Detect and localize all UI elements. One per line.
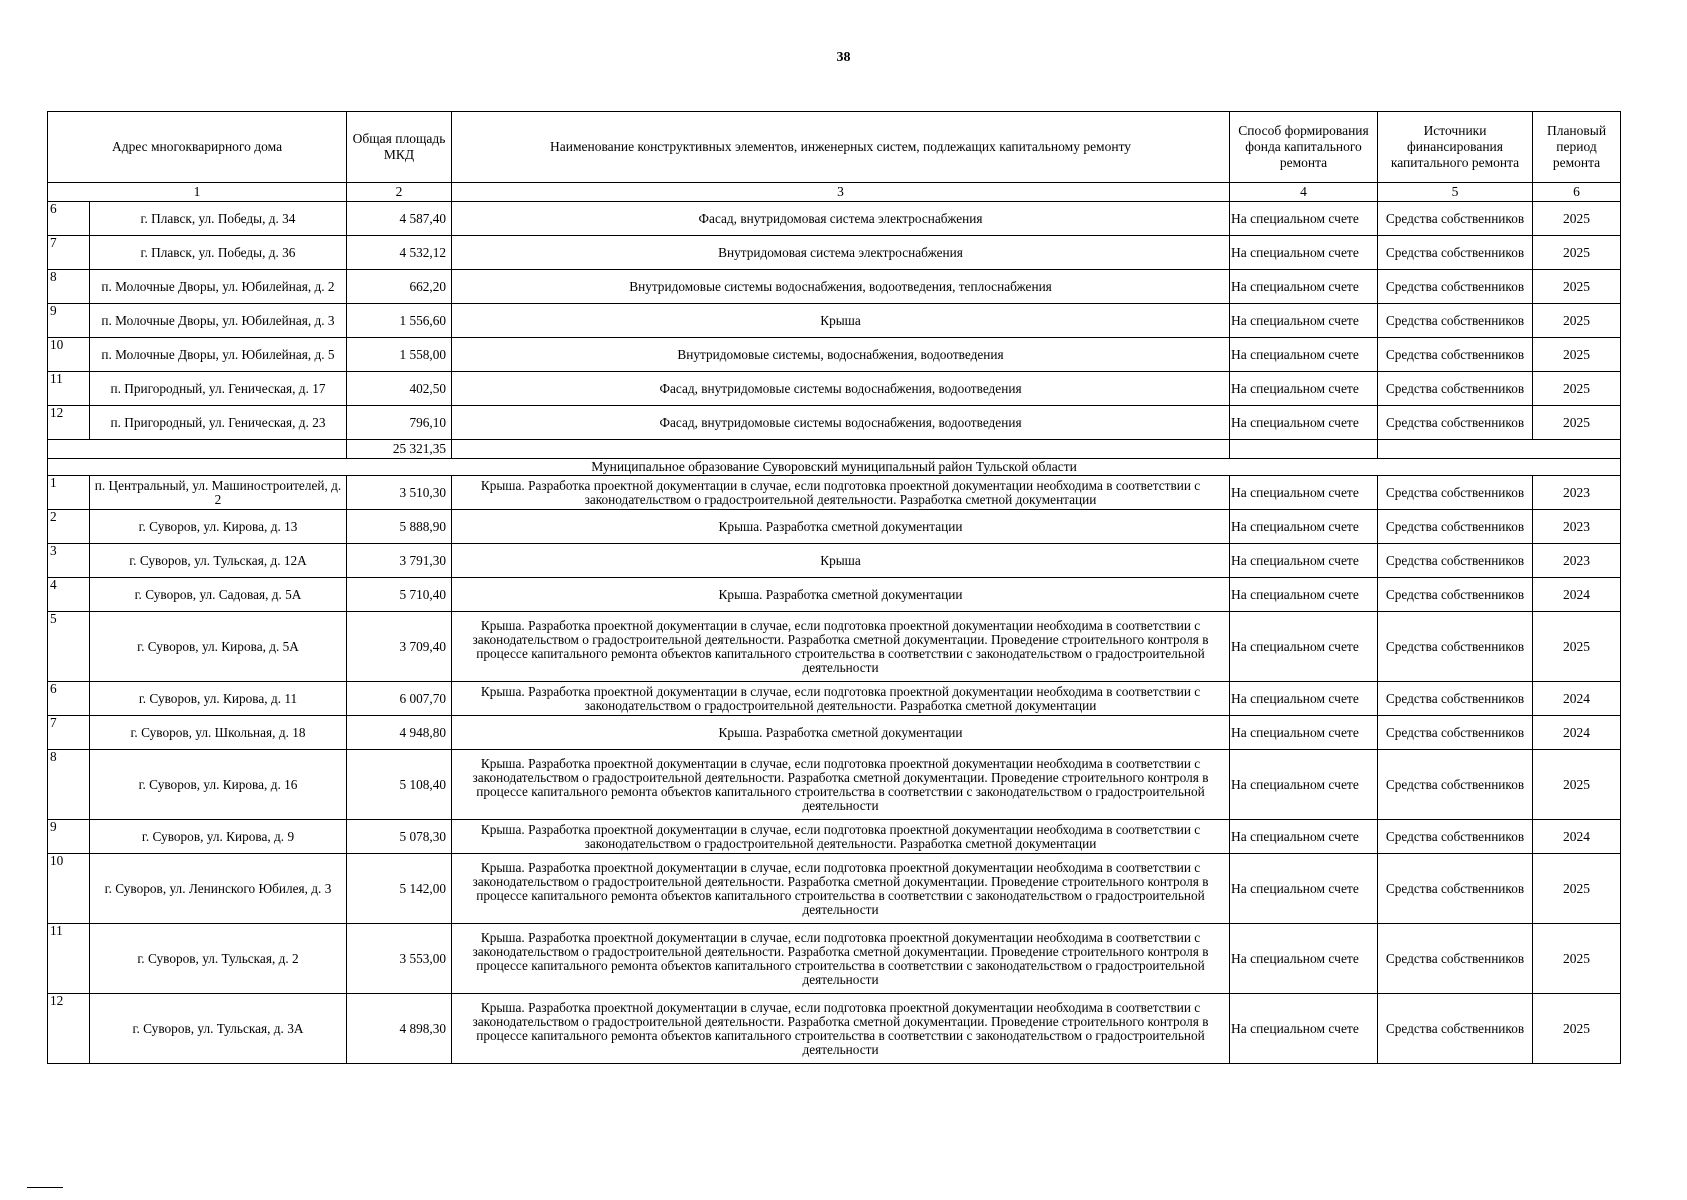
- house-area: 3 791,30: [347, 544, 452, 578]
- house-area: 5 710,40: [347, 578, 452, 612]
- repair-period: 2025: [1533, 372, 1621, 406]
- table-row: [48, 476, 1621, 510]
- repair-elements: Крыша: [452, 304, 1230, 338]
- repair-period: 2024: [1533, 716, 1621, 750]
- repair-elements: Крыша. Разработка проектной документации в случае, если подготовка проектной документации необходима в соответствии с законодательством о градостроительной деятельности. Разработка сметной документации: [452, 476, 1230, 510]
- repair-elements: Крыша. Разработка сметной документации: [452, 510, 1230, 544]
- house-area: 4 587,40: [347, 202, 452, 236]
- repair-elements: Крыша. Разработка проектной документации в случае, если подготовка проектной документации необходима в соответствии с законодательством о градостроительной деятельности. Разработка сметной документации: [452, 682, 1230, 716]
- house-address: п. Молочные Дворы, ул. Юбилейная, д. 2: [90, 270, 347, 304]
- fund-method: На специальном счете: [1230, 682, 1378, 716]
- table-row: [48, 716, 1621, 750]
- column-number: 6: [1533, 183, 1621, 202]
- row-number: 7: [48, 716, 90, 750]
- fund-method: На специальном счете: [1230, 854, 1378, 924]
- row-number: 11: [48, 372, 90, 406]
- repair-period: 2025: [1533, 406, 1621, 440]
- fund-method: На специальном счете: [1230, 716, 1378, 750]
- section-title: Муниципальное образование Суворовский муниципальный район Тульской области: [48, 459, 1621, 476]
- repair-elements: Внутридомовые системы водоснабжения, водоотведения, теплоснабжения: [452, 270, 1230, 304]
- house-area: 6 007,70: [347, 682, 452, 716]
- repair-elements: Внутридомовые системы, водоснабжения, водоотведения: [452, 338, 1230, 372]
- repair-period: 2023: [1533, 476, 1621, 510]
- column-number: 2: [347, 183, 452, 202]
- funding-source: Средства собственников: [1378, 716, 1533, 750]
- header-elements: Наименование конструктивных элементов, инженерных систем, подлежащих капитальному ремонту: [452, 112, 1230, 183]
- header-address: Адрес многокварирного дома: [48, 112, 347, 183]
- row-number: 12: [48, 994, 90, 1064]
- house-address: г. Суворов, ул. Тульская, д. 2: [90, 924, 347, 994]
- repair-period: 2023: [1533, 510, 1621, 544]
- fund-method: На специальном счете: [1230, 820, 1378, 854]
- table-row: [48, 202, 1621, 236]
- funding-source: Средства собственников: [1378, 924, 1533, 994]
- table-row: [48, 682, 1621, 716]
- repair-elements: Крыша. Разработка проектной документации в случае, если подготовка проектной документации необходима в соответствии с законодательством о градостроительной деятельности. Разработка сметной документации. Проведение строительного контроля в процессе капитального ремонта объектов капитального строительства в соответствии с законодательством о градостроительной деятельности: [452, 612, 1230, 682]
- repair-period: 2024: [1533, 682, 1621, 716]
- table-row: [48, 750, 1621, 820]
- repair-period: 2023: [1533, 544, 1621, 578]
- repair-elements: Крыша: [452, 544, 1230, 578]
- header-period: Плановый период ремонта: [1533, 112, 1621, 183]
- fund-method: На специальном счете: [1230, 750, 1378, 820]
- house-area: 5 142,00: [347, 854, 452, 924]
- funding-source: Средства собственников: [1378, 372, 1533, 406]
- fund-method: На специальном счете: [1230, 406, 1378, 440]
- table-body: [48, 112, 1621, 1064]
- funding-source: Средства собственников: [1378, 406, 1533, 440]
- fund-method: На специальном счете: [1230, 476, 1378, 510]
- house-address: г. Суворов, ул. Школьная, д. 18: [90, 716, 347, 750]
- total-empty-cell: [1230, 440, 1378, 459]
- column-number: 4: [1230, 183, 1378, 202]
- section-row: [48, 459, 1621, 476]
- repair-period: 2025: [1533, 202, 1621, 236]
- table-row: [48, 338, 1621, 372]
- fund-method: На специальном счете: [1230, 924, 1378, 994]
- header-method: Способ формирования фонда капитального ремонта: [1230, 112, 1378, 183]
- house-area: 4 948,80: [347, 716, 452, 750]
- house-address: г. Суворов, ул. Кирова, д. 5А: [90, 612, 347, 682]
- house-address: г. Плавск, ул. Победы, д. 36: [90, 236, 347, 270]
- funding-source: Средства собственников: [1378, 270, 1533, 304]
- house-address: п. Молочные Дворы, ул. Юбилейная, д. 3: [90, 304, 347, 338]
- repair-elements: Фасад, внутридомовая система электроснабжения: [452, 202, 1230, 236]
- house-address: г. Суворов, ул. Ленинского Юбилея, д. 3: [90, 854, 347, 924]
- repair-period: 2025: [1533, 304, 1621, 338]
- house-address: г. Суворов, ул. Кирова, д. 13: [90, 510, 347, 544]
- house-address: г. Суворов, ул. Садовая, д. 5А: [90, 578, 347, 612]
- table-row: [48, 372, 1621, 406]
- total-row: [48, 440, 1621, 459]
- repair-elements: Внутридомовая система электроснабжения: [452, 236, 1230, 270]
- house-area: 5 078,30: [347, 820, 452, 854]
- fund-method: На специальном счете: [1230, 510, 1378, 544]
- house-address: г. Плавск, ул. Победы, д. 34: [90, 202, 347, 236]
- row-number: 11: [48, 924, 90, 994]
- fund-method: На специальном счете: [1230, 372, 1378, 406]
- house-address: п. Пригородный, ул. Геническая, д. 23: [90, 406, 347, 440]
- funding-source: Средства собственников: [1378, 338, 1533, 372]
- page-number: 38: [836, 50, 851, 65]
- funding-source: Средства собственников: [1378, 682, 1533, 716]
- house-address: г. Суворов, ул. Кирова, д. 9: [90, 820, 347, 854]
- row-number: 6: [48, 682, 90, 716]
- house-address: г. Суворов, ул. Тульская, д. 12А: [90, 544, 347, 578]
- house-area: 796,10: [347, 406, 452, 440]
- funding-source: Средства собственников: [1378, 202, 1533, 236]
- house-address: п. Пригородный, ул. Геническая, д. 17: [90, 372, 347, 406]
- table-row: [48, 270, 1621, 304]
- table-row: [48, 854, 1621, 924]
- row-number: 10: [48, 854, 90, 924]
- house-area: 662,20: [347, 270, 452, 304]
- fund-method: На специальном счете: [1230, 270, 1378, 304]
- funding-source: Средства собственников: [1378, 544, 1533, 578]
- repair-period: 2025: [1533, 924, 1621, 994]
- house-area: 5 888,90: [347, 510, 452, 544]
- total-empty-cell: [48, 440, 347, 459]
- house-area: 3 709,40: [347, 612, 452, 682]
- repair-elements: Крыша. Разработка проектной документации в случае, если подготовка проектной документации необходима в соответствии с законодательством о градостроительной деятельности. Разработка сметной документации. Проведение строительного контроля в процессе капитального ремонта объектов капитального строительства в соответствии с законодательством о градостроительной деятельности: [452, 924, 1230, 994]
- house-area: 4 532,12: [347, 236, 452, 270]
- footer-divider: [27, 1187, 63, 1188]
- house-address: г. Суворов, ул. Тульская, д. 3А: [90, 994, 347, 1064]
- repair-period: 2025: [1533, 854, 1621, 924]
- row-number: 9: [48, 304, 90, 338]
- repair-elements: Крыша. Разработка проектной документации в случае, если подготовка проектной документации необходима в соответствии с законодательством о градостроительной деятельности. Разработка сметной документации. Проведение строительного контроля в процессе капитального ремонта объектов капитального строительства в соответствии с законодательством о градостроительной деятельности: [452, 994, 1230, 1064]
- row-number: 9: [48, 820, 90, 854]
- house-area: 4 898,30: [347, 994, 452, 1064]
- house-area: 1 558,00: [347, 338, 452, 372]
- house-address: п. Центральный, ул. Машиностроителей, д. 2: [90, 476, 347, 510]
- house-area: 5 108,40: [347, 750, 452, 820]
- repair-elements: Крыша. Разработка проектной документации в случае, если подготовка проектной документации необходима в соответствии с законодательством о градостроительной деятельности. Разработка сметной документации: [452, 820, 1230, 854]
- house-address: г. Суворов, ул. Кирова, д. 11: [90, 682, 347, 716]
- repair-period: 2025: [1533, 994, 1621, 1064]
- row-number: 4: [48, 578, 90, 612]
- repair-elements: Крыша. Разработка сметной документации: [452, 716, 1230, 750]
- funding-source: Средства собственников: [1378, 612, 1533, 682]
- repair-period: 2025: [1533, 750, 1621, 820]
- repair-elements: Крыша. Разработка проектной документации в случае, если подготовка проектной документации необходима в соответствии с законодательством о градостроительной деятельности. Разработка сметной документации. Проведение строительного контроля в процессе капитального ремонта объектов капитального строительства в соответствии с законодательством о градостроительной деятельности: [452, 854, 1230, 924]
- table-row: [48, 304, 1621, 338]
- row-number: 6: [48, 202, 90, 236]
- row-number: 12: [48, 406, 90, 440]
- funding-source: Средства собственников: [1378, 994, 1533, 1064]
- row-number: 8: [48, 750, 90, 820]
- fund-method: На специальном счете: [1230, 338, 1378, 372]
- repair-elements: Фасад, внутридомовые системы водоснабжения, водоотведения: [452, 372, 1230, 406]
- column-number: 1: [48, 183, 347, 202]
- repair-period: 2025: [1533, 338, 1621, 372]
- funding-source: Средства собственников: [1378, 304, 1533, 338]
- funding-source: Средства собственников: [1378, 578, 1533, 612]
- total-empty-cell: [1378, 440, 1621, 459]
- funding-source: Средства собственников: [1378, 820, 1533, 854]
- house-address: п. Молочные Дворы, ул. Юбилейная, д. 5: [90, 338, 347, 372]
- capital-repair-table: [47, 111, 1621, 1064]
- funding-source: Средства собственников: [1378, 750, 1533, 820]
- repair-period: 2025: [1533, 612, 1621, 682]
- repair-period: 2024: [1533, 820, 1621, 854]
- fund-method: На специальном счете: [1230, 304, 1378, 338]
- row-number: 3: [48, 544, 90, 578]
- column-number: 3: [452, 183, 1230, 202]
- funding-source: Средства собственников: [1378, 510, 1533, 544]
- row-number: 2: [48, 510, 90, 544]
- table-row: [48, 406, 1621, 440]
- row-number: 1: [48, 476, 90, 510]
- house-address: г. Суворов, ул. Кирова, д. 16: [90, 750, 347, 820]
- fund-method: На специальном счете: [1230, 544, 1378, 578]
- fund-method: На специальном счете: [1230, 578, 1378, 612]
- row-number: 10: [48, 338, 90, 372]
- repair-elements: Фасад, внутридомовые системы водоснабжения, водоотведения: [452, 406, 1230, 440]
- column-number: 5: [1378, 183, 1533, 202]
- table-row: [48, 578, 1621, 612]
- fund-method: На специальном счете: [1230, 994, 1378, 1064]
- header-row: [48, 112, 1621, 183]
- table-row: [48, 612, 1621, 682]
- table-row: [48, 544, 1621, 578]
- table-row: [48, 236, 1621, 270]
- fund-method: На специальном счете: [1230, 612, 1378, 682]
- house-area: 1 556,60: [347, 304, 452, 338]
- total-area: 25 321,35: [347, 440, 452, 459]
- row-number: 8: [48, 270, 90, 304]
- table-row: [48, 924, 1621, 994]
- table-row: [48, 510, 1621, 544]
- total-empty-cell: [452, 440, 1230, 459]
- header-area: Общая площадь МКД: [347, 112, 452, 183]
- repair-elements: Крыша. Разработка сметной документации: [452, 578, 1230, 612]
- repair-elements: Крыша. Разработка проектной документации в случае, если подготовка проектной документации необходима в соответствии с законодательством о градостроительной деятельности. Разработка сметной документации. Проведение строительного контроля в процессе капитального ремонта объектов капитального строительства в соответствии с законодательством о градостроительной деятельности: [452, 750, 1230, 820]
- house-area: 3 553,00: [347, 924, 452, 994]
- house-area: 3 510,30: [347, 476, 452, 510]
- repair-period: 2025: [1533, 270, 1621, 304]
- fund-method: На специальном счете: [1230, 202, 1378, 236]
- funding-source: Средства собственников: [1378, 476, 1533, 510]
- repair-period: 2025: [1533, 236, 1621, 270]
- row-number: 7: [48, 236, 90, 270]
- fund-method: На специальном счете: [1230, 236, 1378, 270]
- column-number-row: [48, 183, 1621, 202]
- funding-source: Средства собственников: [1378, 236, 1533, 270]
- row-number: 5: [48, 612, 90, 682]
- table-row: [48, 994, 1621, 1064]
- house-area: 402,50: [347, 372, 452, 406]
- repair-period: 2024: [1533, 578, 1621, 612]
- header-source: Источники финансирования капитального ремонта: [1378, 112, 1533, 183]
- funding-source: Средства собственников: [1378, 854, 1533, 924]
- table-row: [48, 820, 1621, 854]
